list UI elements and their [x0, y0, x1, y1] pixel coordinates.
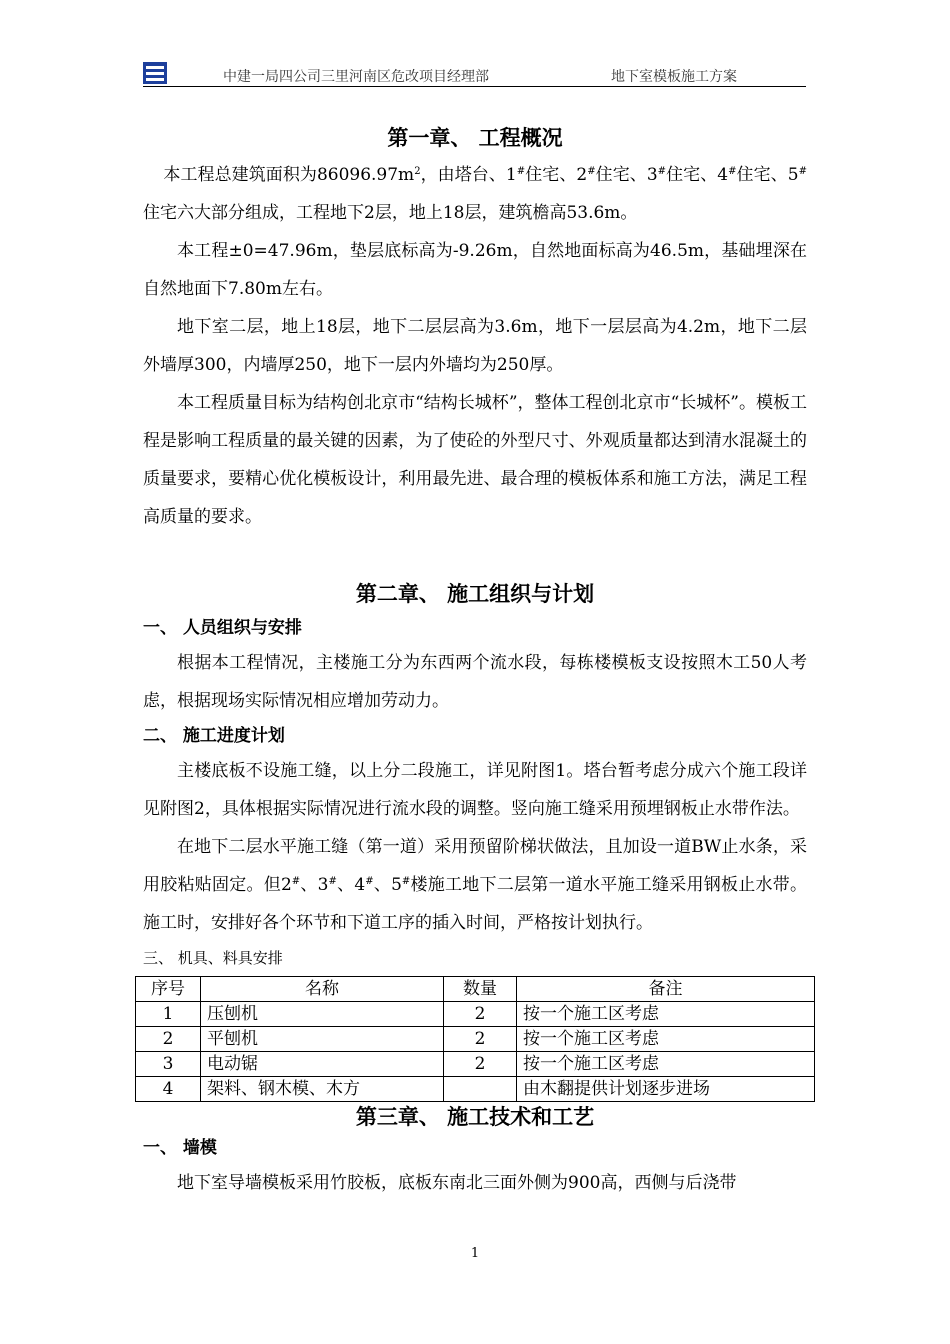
chapter1-title: 第一章、 工程概况	[387, 125, 563, 150]
section-equipment-title: 三、 机具、料具安排	[143, 949, 283, 967]
table-cell: 平刨机	[201, 1027, 444, 1052]
table-cell: 按一个施工区考虑	[517, 1027, 815, 1052]
table-header-cell: 数量	[444, 977, 517, 1002]
table-row	[136, 1002, 815, 1027]
table-cell: 架料、钢木模、木方	[201, 1077, 444, 1102]
section-wall-formwork-paragraph: 地下室导墙模板采用竹胶板，底板东南北三面外侧为900高，西侧与后浇带	[177, 1173, 737, 1193]
chapter1-paragraph-1: 本工程总建筑面积为$86096.97m^2$，由塔台、1#住宅、2#住宅、3#住宅、4#住宅、5#住宅六大部分组成，工程地下2层，地上18层，建筑檐高53.6m。	[143, 165, 807, 223]
chapter2-title: 第二章、 施工组织与计划	[355, 581, 595, 606]
section-personnel-paragraph: 根据本工程情况，主楼施工分为东西两个流水段，每栋楼模板支设按照木工50人考虑，根据现场实际情况相应增加劳动力。	[143, 653, 807, 711]
table-cell: 2	[444, 1002, 517, 1027]
section-schedule-paragraph-1: 主楼底板不设施工缝，以上分二段施工，详见附图1。塔台暂考虑分成六个施工段详见附图2，具体根据实际情况进行流水段的调整。竖向施工缝采用预埋钢板止水带作法。	[143, 761, 807, 819]
table-cell	[444, 1077, 517, 1102]
table-cell: 2	[444, 1052, 517, 1077]
header-doc-title: 地下室模板施工方案	[611, 69, 737, 85]
chapter1-paragraph-2: 本工程±0=47.96m，垫层底标高为-9.26m，自然地面标高为46.5m，基础埋深在自然地面下7.80m左右。	[143, 241, 807, 299]
table-row	[136, 1077, 815, 1102]
equipment-table	[135, 976, 815, 1102]
table-cell: 2	[444, 1027, 517, 1052]
chapter1-paragraph-3: 地下室二层，地上18层，地下二层层高为3.6m，地下一层层高为4.2m，地下二层外墙厚300，内墙厚250，地下一层内外墙均为250厚。	[143, 317, 807, 375]
section-wall-formwork-title: 一、 墙模	[143, 1138, 217, 1158]
table-cell: 由木翻提供计划逐步进场	[517, 1077, 815, 1102]
table-cell: 压刨机	[201, 1002, 444, 1027]
table-cell: 4	[136, 1077, 201, 1102]
page-number: 1	[470, 1246, 480, 1261]
table-row	[136, 1052, 815, 1077]
table-cell: 1	[136, 1002, 201, 1027]
table-header-cell: 备注	[517, 977, 815, 1002]
document-body	[143, 120, 807, 1202]
header-company: 中建一局四公司三里河南区危改项目经理部	[223, 69, 489, 85]
table-header-cell: 名称	[201, 977, 444, 1002]
section-schedule-paragraph-2: 在地下二层水平施工缝（第一道）采用预留阶梯状做法，且加设一道BW止水条，采用胶粘贴固定。但2#、3#、4#、5#楼施工地下二层第一道水平施工缝采用钢板止水带。施工时，安排好各个环节和下道工序的插入时间，严格按计划执行。	[143, 837, 807, 933]
section-personnel-title: 一、 人员组织与安排	[143, 618, 302, 638]
company-logo-icon	[143, 62, 167, 84]
section-schedule-title: 二、 施工进度计划	[143, 726, 285, 746]
chapter1-paragraph-4: 本工程质量目标为结构创北京市“结构长城杯”，整体工程创北京市“长城杯”。模板工程是影响工程质量的最关键的因素，为了使砼的外型尺寸、外观质量都达到清水混凝土的质量要求，要精心优化模板设计，利用最先进、最合理的模板体系和施工方法，满足工程高质量的要求。	[143, 393, 807, 527]
table-cell: 按一个施工区考虑	[517, 1002, 815, 1027]
table-cell: 按一个施工区考虑	[517, 1052, 815, 1077]
chapter3-title: 第三章、 施工技术和工艺	[355, 1104, 595, 1129]
table-row	[136, 1027, 815, 1052]
page-header	[143, 60, 806, 87]
table-header-cell: 序号	[136, 977, 201, 1002]
table-cell: 电动锯	[201, 1052, 444, 1077]
table-cell: 3	[136, 1052, 201, 1077]
table-cell: 2	[136, 1027, 201, 1052]
table-header-row	[136, 977, 815, 1002]
